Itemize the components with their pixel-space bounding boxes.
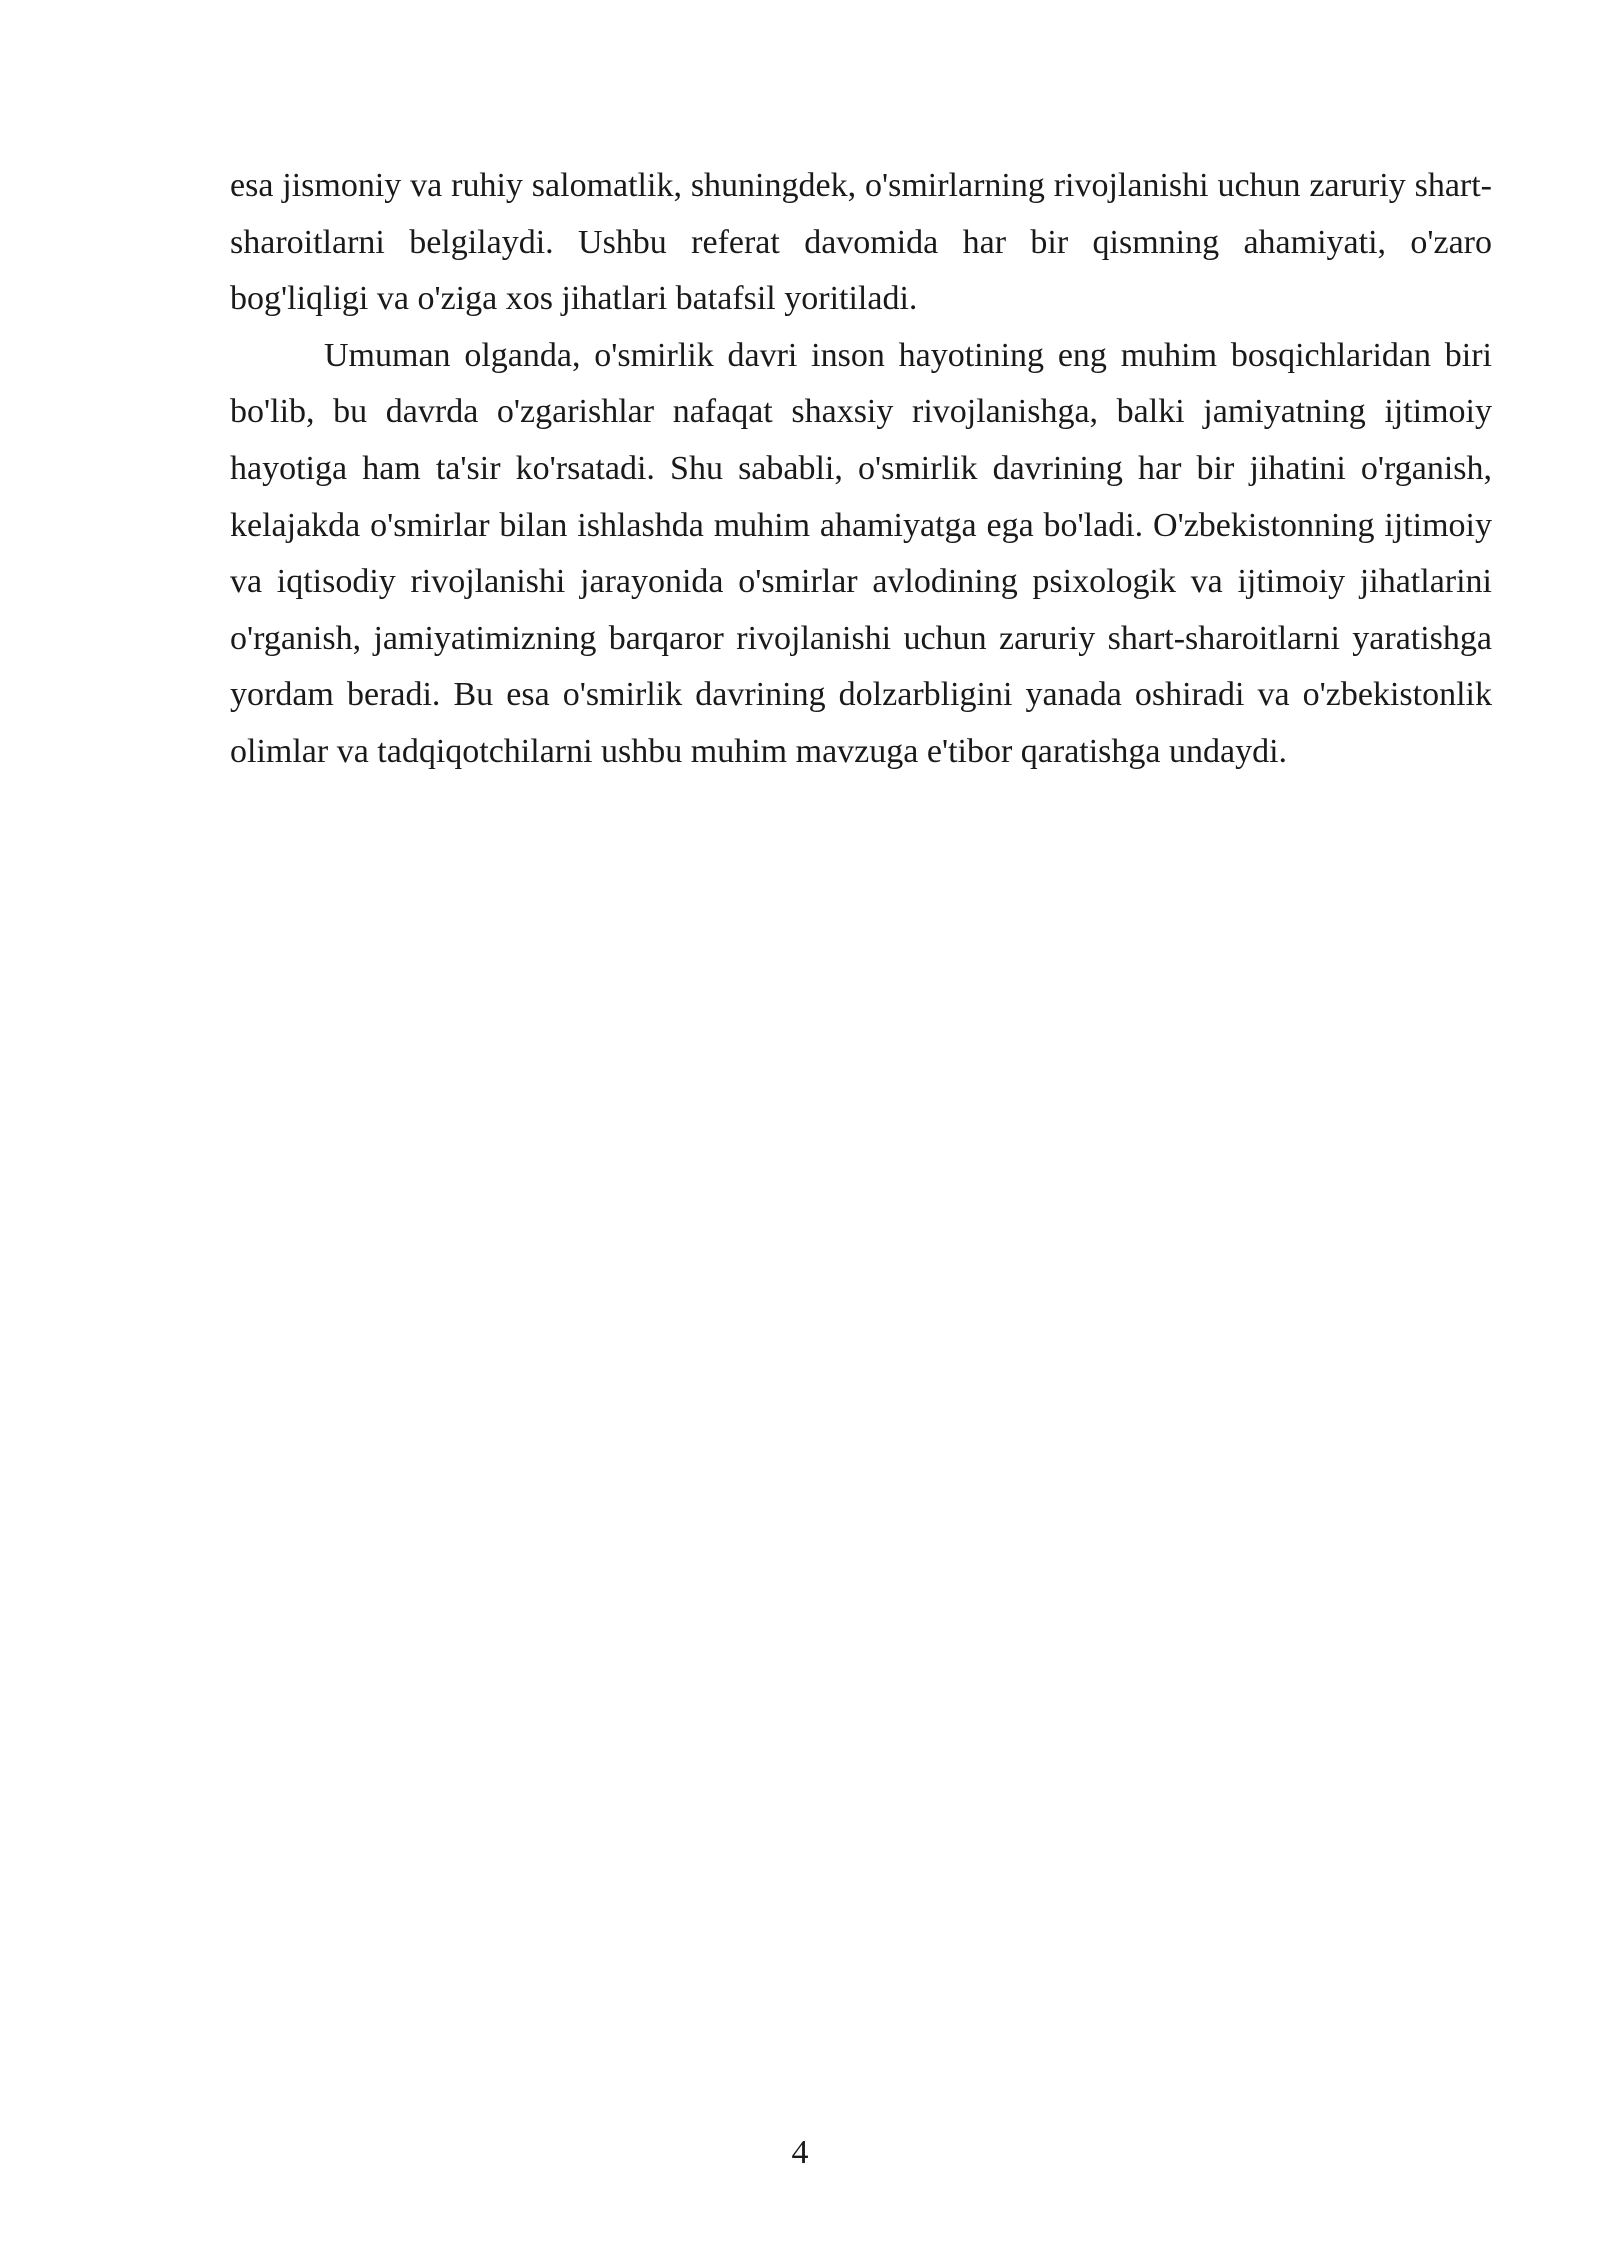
paragraph-continuation: esa jismoniy va ruhiy salomatlik, shuningdek, o'smirlarning rivojlanishi uchun zaruriy shart-sharoitlarni belgilaydi. Ushbu referat davomida har bir qismning ahamiyati, o'zaro bog'liqligi va o'ziga xos jihatlari batafsil yoritiladi. xyxy=(230,167,1492,318)
body-text xyxy=(230,158,1492,781)
page-number: 4 xyxy=(791,2134,809,2171)
paragraph-conclusion: Umuman olganda, o'smirlik davri inson hayotining eng muhim bosqichlaridan biri bo'lib, bu davrda o'zgarishlar nafaqat shaxsiy rivojlanishga, balki jamiyatning ijtimoiy hayotiga ham ta'sir ko'rsatadi. Shu sababli, o'smirlik davrining har bir jihatini o'rganish, kelajakda o'smirlar bilan ishlashda muhim ahamiyatga ega bo'ladi. O'zbekistonning ijtimoiy va iqtisodiy rivojlanishi jarayonida o'smirlar avlodining psixologik va ijtimoiy jihatlarini o'rganish, jamiyatimizning barqaror rivojlanishi uchun zaruriy shart-sharoitlarni yaratishga yordam beradi. Bu esa o'smirlik davrining dolzarbligini yanada oshiradi va o'zbekistonlik olimlar va tadqiqotchilarni ushbu muhim mavzuga e'tibor qaratishga undaydi. xyxy=(230,336,1492,770)
